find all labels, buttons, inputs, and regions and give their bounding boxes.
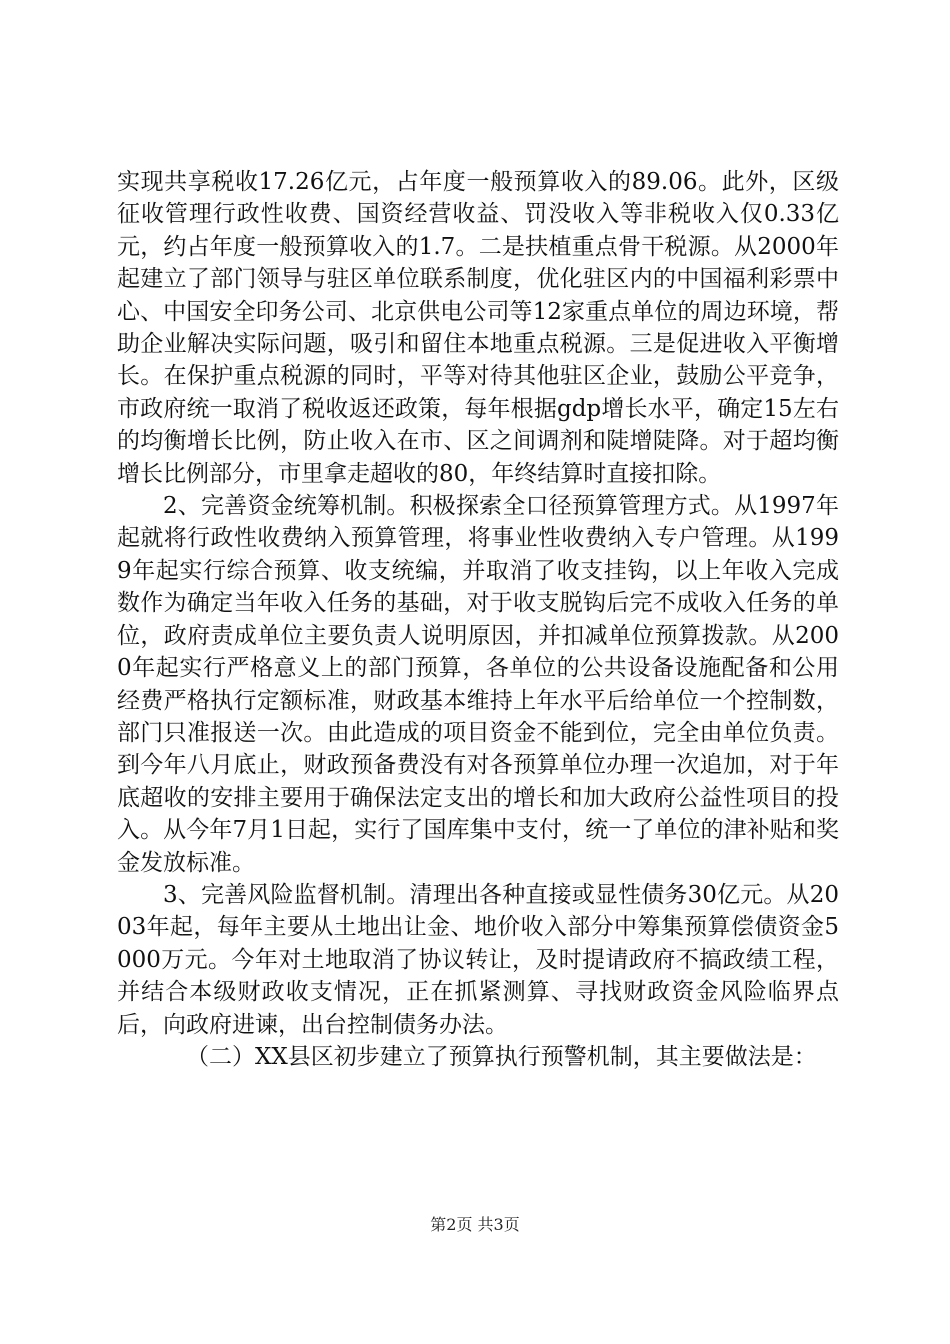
page-footer (0, 1213, 950, 1237)
document-body (117, 166, 839, 1073)
paragraph-budget-warning: （二）XX县区初步建立了预算执行预警机制，其主要做法是： (186, 1043, 817, 1070)
paragraph-fund-coordination: 2、完善资金统筹机制。积极探索全口径预算管理方式。从1997年起就将行政性收费纳入预算管理，将事业性收费纳入专户管理。从1999年起实行综合预算、收支统编，并取消了收支挂钩，以上年收入完成数作为确定当年收入任务的基础，对于收支脱钩后完不成收入任务的单位，政府责成单位主要负责人说明原因，并扣减单位预算拨款。从2000年起实行严格意义上的部门预算，各单位的公共设备设施配备和公用经费严格执行定额标准，财政基本维持上年水平后给单位一个控制数，部门只准报送一次。由此造成的项目资金不能到位，完全由单位负责。到今年八月底止，财政预备费没有对各预算单位办理一次追加，对于年底超收的安排主要用于确保法定支出的增长和加大政府公益性项目的投入。从今年7月1日起，实行了国库集中支付，统一了单位的津补贴和奖金发放标准。 (117, 493, 839, 876)
paragraph-risk-supervision: 3、完善风险监督机制。清理出各种直接或显性债务30亿元。从2003年起，每年主要从土地出让金、地价收入部分中筹集预算偿债资金5000万元。今年对土地取消了协议转让，及时提请政府不搞政绩工程，并结合本级财政收支情况，正在抓紧测算、寻找财政资金风险临界点后，向政府进谏，出台控制债务办法。 (117, 881, 839, 1038)
paragraph-revenue-sharing: 实现共享税收17.26亿元，占年度一般预算收入的89.06。此外，区级征收管理行政性收费、国资经营收益、罚没收入等非税收入仅0.33亿元，约占年度一般预算收入的1.7。二是扶植重点骨干税源。从2000年起建立了部门领导与驻区单位联系制度，优化驻区内的中国福利彩票中心、中国安全印务公司、北京供电公司等12家重点单位的周边环境，帮助企业解决实际问题，吸引和留住本地重点税源。三是促进收入平衡增长。在保护重点税源的同时，平等对待其他驻区企业，鼓励公平竞争，市政府统一取消了税收返还政策，每年根据gdp增长水平，确定15左右的均衡增长比例，防止收入在市、区之间调剂和陡增陡降。对于超均衡增长比例部分，市里拿走超收的80，年终结算时直接扣除。 (117, 169, 839, 487)
page-number: 第2页 共3页 (430, 1215, 520, 1234)
